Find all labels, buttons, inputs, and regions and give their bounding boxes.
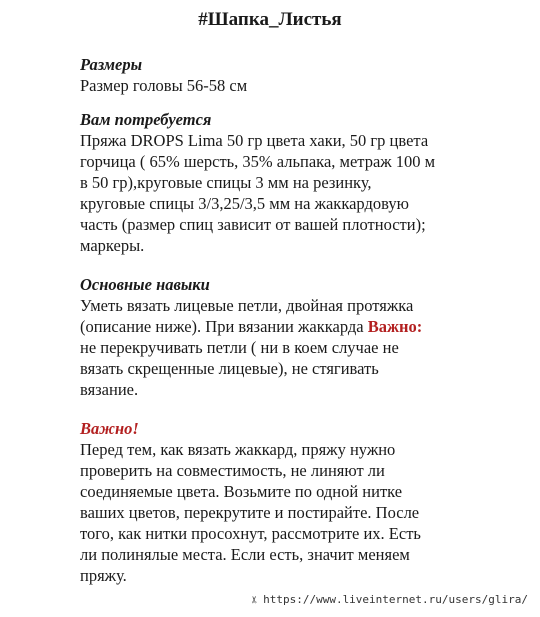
sizes-heading: Размеры [80,55,143,74]
materials-line: маркеры. [80,236,145,255]
document-title: #Шапка_Листья [198,9,342,30]
important-inline-label: Важно: [367,317,423,336]
materials-line: Пряжа DROPS Lima 50 гр цвета хаки, 50 гр цвета [80,131,429,150]
important-line: ли полинялые места. Если есть, значит меняем [80,545,410,564]
materials-line: в 50 гр),круговые спицы 3 мм на резинку, [80,173,372,192]
sizes-line: Размер головы 56-58 см [80,76,248,95]
important-text [80,439,490,586]
skills-line: вязание. [80,380,139,399]
important-line: того, как нитки просохнут, рассмотрите их. Есть [80,524,421,543]
skills-line: Уметь вязать лицевые петли, двойная протяжка [80,296,414,315]
sizes-section [80,54,490,96]
skills-heading: Основные навыки [80,275,210,294]
important-line: соединяемые цвета. Возьмите по одной нитке [80,482,403,501]
materials-line: круговые спицы 3/3,25/3,5 мм на жаккардовую [80,194,409,213]
important-section [80,418,490,586]
watermark [247,592,528,607]
watermark-url: https://www.liveinternet.ru/users/glira/ [263,593,528,606]
important-line: пряжу. [80,566,127,585]
skills-line: вязать скрещенные лицевые), не стягивать [80,359,379,378]
materials-section [80,109,490,256]
materials-line: часть (размер спиц зависит от вашей плотности); [80,215,426,234]
skills-line-text: (описание ниже). При вязании жаккарда [80,317,368,336]
skills-line: не перекручивать петли ( ни в коем случае не [80,338,399,357]
important-line: проверить на совместимость, не линяют ли [80,461,385,480]
skills-line [80,316,490,337]
important-line: Перед тем, как вязать жаккард, пряжу нужно [80,440,396,459]
important-line: ваших цветов, перекрутите и постирайте. После [80,503,420,522]
materials-text [80,130,490,256]
sizes-text [80,75,490,96]
materials-heading: Вам потребуется [80,110,212,129]
scissors-icon: ✂ [247,595,263,604]
important-heading: Важно! [80,419,139,438]
skills-section [80,274,490,400]
skills-text [80,295,490,400]
materials-line: горчица ( 65% шерсть, 35% альпака, метраж 100 м [80,152,436,171]
